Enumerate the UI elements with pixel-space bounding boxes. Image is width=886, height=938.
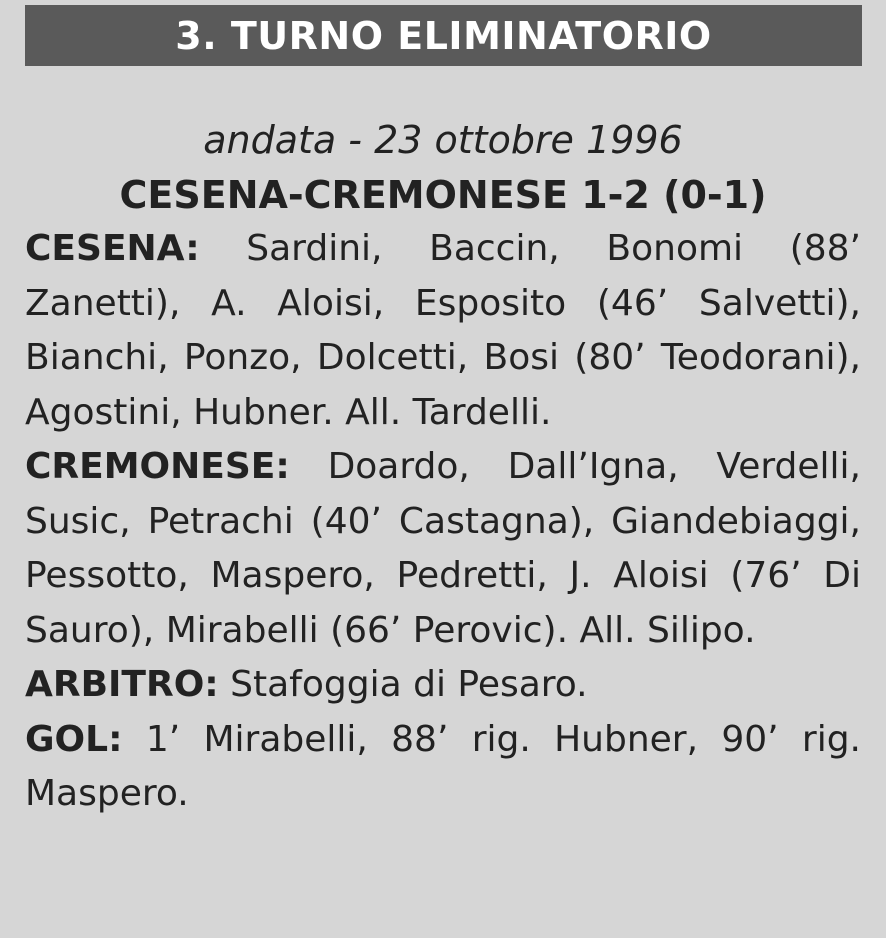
cesena-label: CESENA: — [25, 228, 200, 269]
cremonese-players: Doardo, Dall’Igna, Verdelli, Susic, Petrachi (40’ Castagna), Giandebiaggi, Pessotto, Maspero, Pedretti, J. Aloisi (76’ Di Sauro), Mirabelli (66’ Perovic). All. Silipo. — [25, 446, 861, 651]
cremonese-lineup — [25, 440, 861, 658]
referee-line — [25, 658, 861, 713]
match-date: andata - 23 ottobre 1996 — [203, 118, 683, 162]
header-bar — [25, 5, 862, 66]
cesena-lineup — [25, 222, 861, 440]
goals-line — [25, 713, 861, 822]
referee-name: Stafoggia di Pesaro. — [230, 664, 588, 705]
match-score: CESENA-CREMONESE 1-2 (0-1) — [119, 173, 767, 217]
section-title: 3. TURNO ELIMINATORIO — [175, 13, 712, 58]
cesena-players: Sardini, Baccin, Bonomi (88’ Zanetti), A. Aloisi, Esposito (46’ Salvetti), Bianchi, Ponzo, Dolcetti, Bosi (80’ Teodorani), Agostini, Hubner. All. Tardelli. — [25, 228, 861, 433]
referee-label: ARBITRO: — [25, 664, 219, 705]
goals-label: GOL: — [25, 718, 123, 760]
cremonese-label: CREMONESE: — [25, 446, 290, 487]
goals-list: 1’ Mirabelli, 88’ rig. Hubner, 90’ rig. Maspero. — [25, 718, 861, 814]
match-report — [25, 112, 861, 822]
